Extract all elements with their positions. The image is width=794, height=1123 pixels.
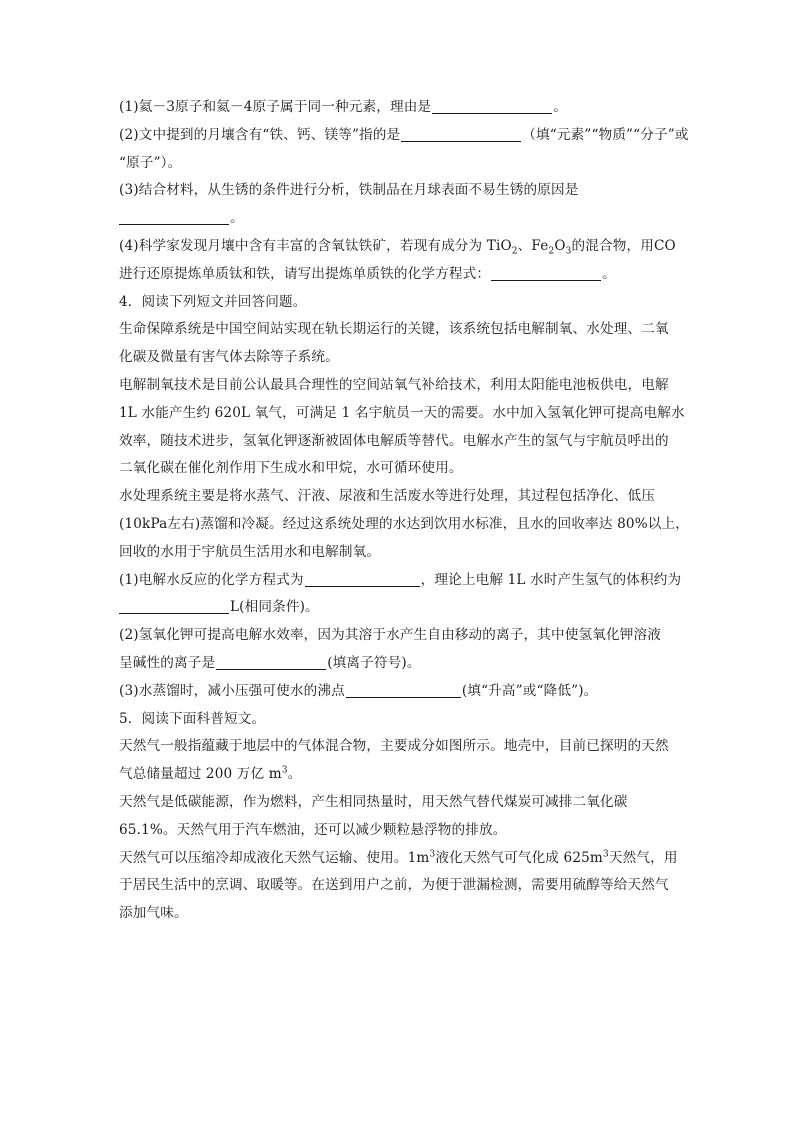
q3-sub2-text: (2)文中提到的月壤含有“铁、钙、镁等”指的是 — [119, 126, 401, 143]
answer-blank[interactable] — [119, 598, 229, 614]
q4-paragraph: 水处理系统主要是将水蒸气、汗液、尿液和生活废水等进行处理，其过程包括净化、低压 — [119, 488, 656, 505]
answer-blank[interactable] — [119, 209, 229, 225]
q3-sub3-answer: 。 — [119, 205, 679, 233]
q4-paragraph: (10kPa左右)蒸馏和冷凝。经过这系统处理的水达到饮用水标准，且水的回收率达 80%以上， — [119, 515, 689, 532]
q3-sub4-cont: 进行还原提炼单质钛和铁，请写出提炼单质铁的化学方程式： 。 — [119, 265, 616, 282]
document-page — [119, 94, 689, 928]
q5-paragraph: 天然气可以压缩冷却成液化天然气运输、使用。$1m^3$液化天然气可气化成 $625m^3$天然气，用 — [119, 848, 678, 866]
q4-sub2-cont: 呈碱性的离子是 (填离子符号)。 — [119, 654, 421, 671]
q4-sub2: (2)氢氧化钾可提高电解水效率，因为其溶于水产生自由移动的离子，其中使氢氧化钾溶液 — [119, 627, 661, 644]
q4-paragraph: 效率，随技术进步，氢氧化钾逐渐被固体电解质等替代。电解水产生的氢气与宇航员呼出的 — [119, 432, 669, 449]
q4-paragraph: 电解制氧技术是目前公认最具合理性的空间站氧气补给技术，利用太阳能电池板供电，电解 — [119, 376, 669, 393]
q5-paragraph: 添加气味。 — [119, 905, 188, 922]
q3-sub1: (1)氦－3原子和氦－4原子属于同一种元素，理由是 。 — [119, 99, 567, 115]
q4-sub1: (1)电解水反应的化学方程式为 ，理论上电解 1L 水时产生氢气的体积约为 — [119, 571, 682, 588]
q4-title: 4．阅读下列短文并回答问题。 — [119, 293, 307, 310]
q5-title: 5．阅读下面科普短文。 — [119, 710, 266, 727]
answer-blank[interactable] — [491, 265, 601, 281]
answer-blank[interactable] — [346, 682, 461, 698]
q5-paragraph: 气总储量超过 200 万亿 $m^3$。 — [119, 765, 302, 783]
q4-sub1-cont: L(相同条件)。 — [119, 594, 679, 622]
answer-blank[interactable] — [216, 654, 326, 670]
answer-blank[interactable] — [432, 98, 552, 114]
q5-paragraph: 天然气一般指蕴藏于地层中的气体混合物，主要成分如图所示。地壳中，目前已探明的天然 — [119, 738, 669, 755]
q3-sub3: (3)结合材料，从生锈的条件进行分析，铁制品在月球表面不易生锈的原因是 — [119, 182, 579, 199]
q4-sub3: (3)水蒸馏时，减小压强可使水的沸点 (填“升高”或“降低”)。 — [119, 682, 598, 699]
q3-sub1-text: (1)氦－3原子和氦－4原子属于同一种元素，理由是 — [119, 99, 432, 115]
q4-paragraph: 1L 水能产生约 620L 氧气，可满足 1 名宇航员一天的需要。水中加入氢氧化钾可提高电解水 — [119, 404, 685, 421]
q3-sub4: (4)科学家发现月壤中含有丰富的含氧钛铁矿，若现有成分为 TiO$_2$、$Fe_2O_3$的混合物，用CO — [119, 237, 676, 257]
q5-paragraph: 65.1%。天然气用于汽车燃油，还可以减少颗粒悬浮物的排放。 — [119, 821, 507, 838]
answer-blank[interactable] — [401, 126, 521, 142]
q4-paragraph: 回收的水用于宇航员生活用水和电解制氧。 — [119, 543, 381, 560]
q5-paragraph: 于居民生活中的烹调、取暖等。在送到用户之前，为便于泄漏检测，需要用硫醇等给天然气 — [119, 877, 669, 894]
q5-paragraph: 天然气是低碳能源，作为燃料，产生相同热量时，用天然气替代煤炭可减排二氧化碳 — [119, 793, 628, 810]
q4-paragraph: 二氧化碳在催化剂作用下生成水和甲烷，水可循环使用。 — [119, 460, 463, 477]
q4-paragraph: 化碳及微量有害气体去除等子系统。 — [119, 349, 339, 366]
q4-paragraph: 生命保障系统是中国空间站实现在轨长期运行的关键，该系统包括电解制氧、水处理、二氧 — [119, 321, 669, 338]
answer-blank[interactable] — [305, 571, 420, 587]
q3-sub2: (2)文中提到的月壤含有“铁、钙、镁等”指的是 （填“元素”“物质”“分子”或 — [119, 126, 689, 143]
q3-sub2-cont: “原子”）。 — [119, 154, 182, 171]
